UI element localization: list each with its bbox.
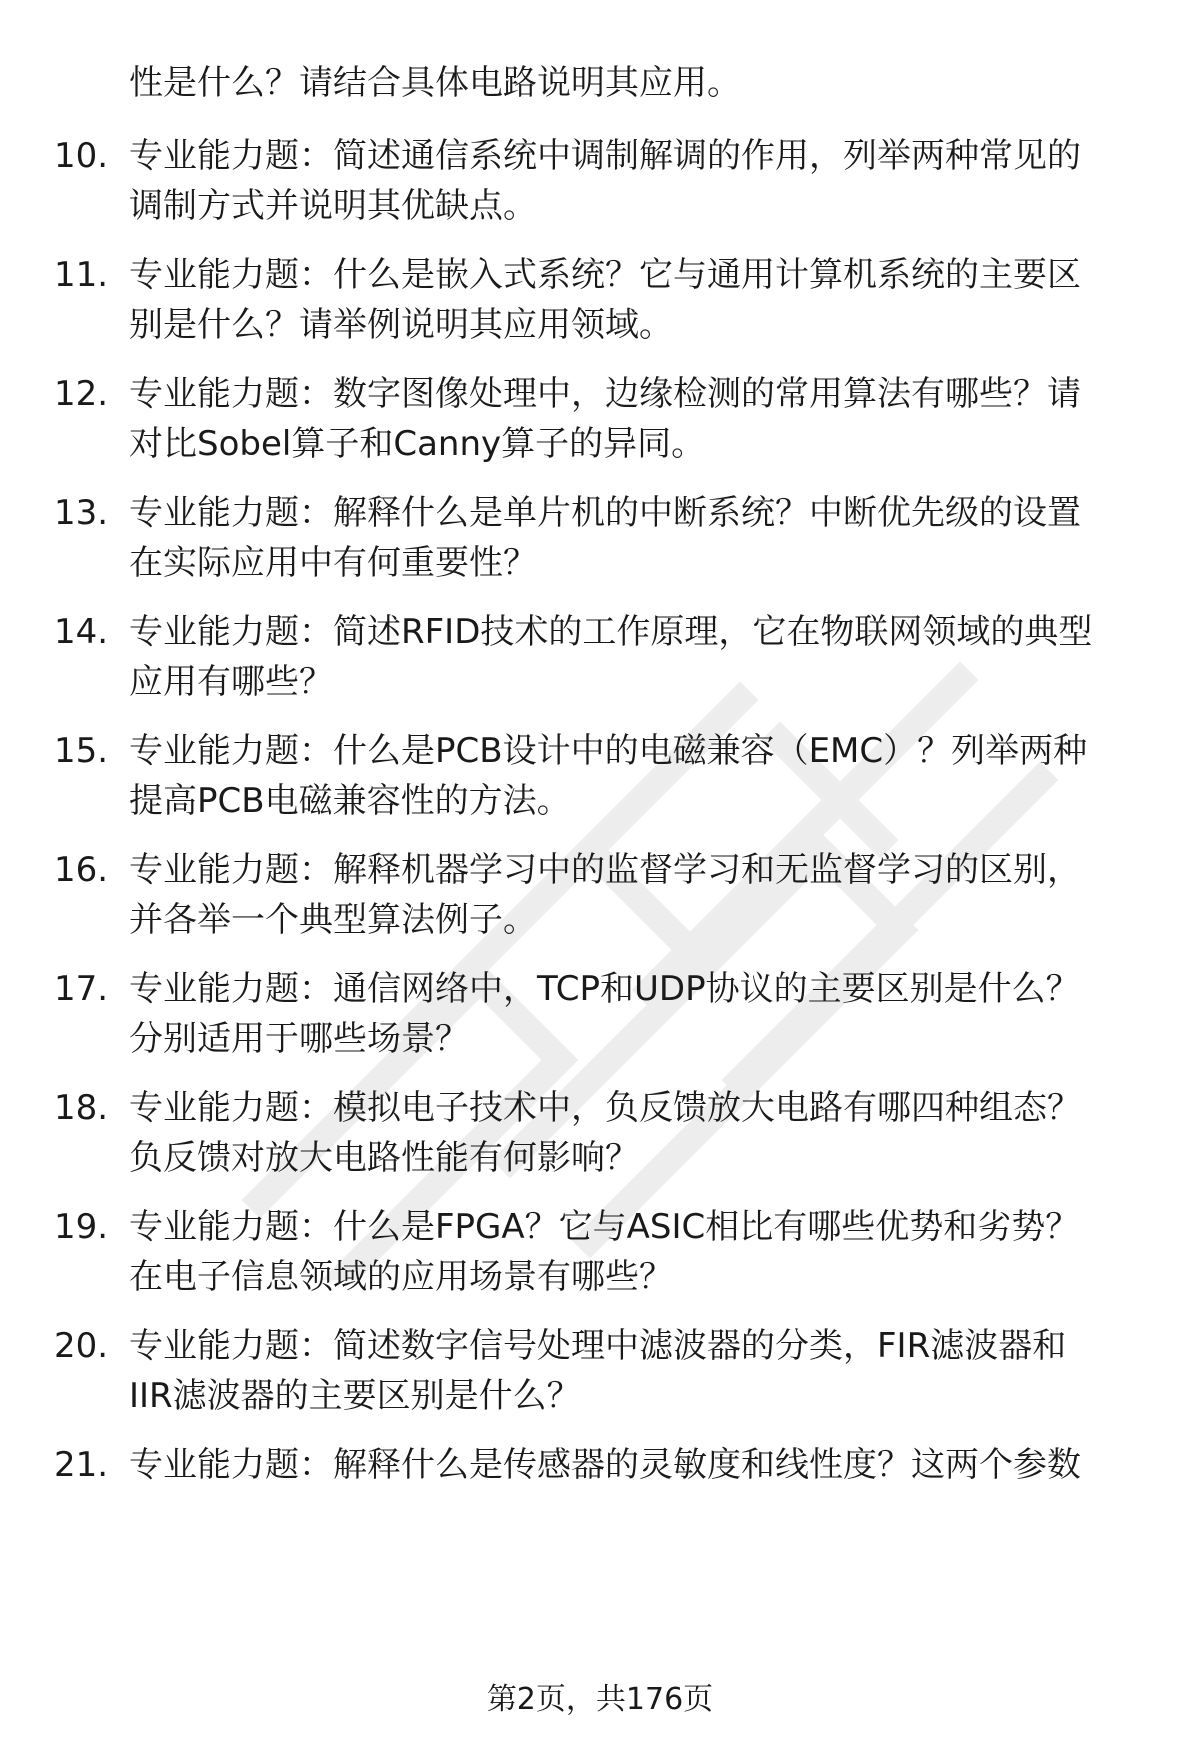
question-number: 19. <box>54 1207 109 1247</box>
question-number: 10. <box>54 136 109 176</box>
question-line: 分别适用于哪些场景？ <box>129 1019 469 1059</box>
question-line: 专业能力题：什么是PCB设计中的电磁兼容（EMC）？列举两种 <box>129 731 1088 771</box>
question-number: 14. <box>54 612 109 652</box>
question-line: 专业能力题：简述通信系统中调制解调的作用，列举两种常见的 <box>129 136 1081 176</box>
question-line: 在电子信息领域的应用场景有哪些？ <box>129 1257 673 1297</box>
question-text <box>129 964 1149 1064</box>
question-text <box>129 1202 1149 1302</box>
question-line: 专业能力题：什么是嵌入式系统？它与通用计算机系统的主要区 <box>129 255 1081 295</box>
question-line: 专业能力题：解释什么是单片机的中断系统？中断优先级的设置 <box>129 493 1081 533</box>
question-line: 专业能力题：简述RFID技术的工作原理，它在物联网领域的典型 <box>129 612 1093 652</box>
question-text <box>129 1321 1149 1421</box>
question-line: 应用有哪些？ <box>129 662 333 702</box>
question-number: 15. <box>54 731 109 771</box>
question-line: 专业能力题：什么是FPGA？它与ASIC相比有哪些优势和劣势？ <box>129 1207 1080 1247</box>
question-line: 专业能力题：模拟电子技术中，负反馈放大电路有哪四种组态？ <box>129 1088 1081 1128</box>
question-line: 对比Sobel算子和Canny算子的异同。 <box>129 424 706 464</box>
question-line: 调制方式并说明其优缺点。 <box>129 186 537 226</box>
question-text <box>129 607 1149 707</box>
question-line: 负反馈对放大电路性能有何影响？ <box>129 1138 639 1178</box>
question-line: 专业能力题：简述数字信号处理中滤波器的分类，FIR滤波器和 <box>129 1326 1067 1366</box>
question-text <box>129 726 1149 826</box>
question-line: 专业能力题：通信网络中，TCP和UDP协议的主要区别是什么？ <box>129 969 1080 1009</box>
question-number: 13. <box>54 493 109 533</box>
question-line: 专业能力题：数字图像处理中，边缘检测的常用算法有哪些？请 <box>129 374 1081 414</box>
question-number: 20. <box>54 1326 109 1366</box>
question-text <box>129 369 1149 469</box>
question-number: 16. <box>54 850 109 890</box>
question-text <box>129 488 1149 588</box>
continued-question-text: 性是什么？请结合具体电路说明其应用。 <box>129 63 741 103</box>
question-text <box>129 845 1149 945</box>
question-line: 专业能力题：解释什么是传感器的灵敏度和线性度？这两个参数 <box>129 1445 1081 1485</box>
question-line: 在实际应用中有何重要性？ <box>129 543 537 583</box>
question-line: 提高PCB电磁兼容性的方法。 <box>129 781 571 821</box>
question-number: 17. <box>54 969 109 1009</box>
question-line: IIR滤波器的主要区别是什么？ <box>129 1376 581 1416</box>
question-line: 别是什么？请举例说明其应用领域。 <box>129 305 673 345</box>
question-text <box>129 250 1149 350</box>
question-text <box>129 131 1149 231</box>
question-line: 专业能力题：解释机器学习中的监督学习和无监督学习的区别， <box>129 850 1081 890</box>
question-number: 21. <box>54 1445 109 1485</box>
question-number: 11. <box>54 255 109 295</box>
page-footer: 第2页，共176页 <box>486 1682 714 1717</box>
question-number: 12. <box>54 374 109 414</box>
question-text <box>129 1440 1149 1490</box>
question-text <box>129 1083 1149 1183</box>
question-number: 18. <box>54 1088 109 1128</box>
question-line: 并各举一个典型算法例子。 <box>129 900 537 940</box>
